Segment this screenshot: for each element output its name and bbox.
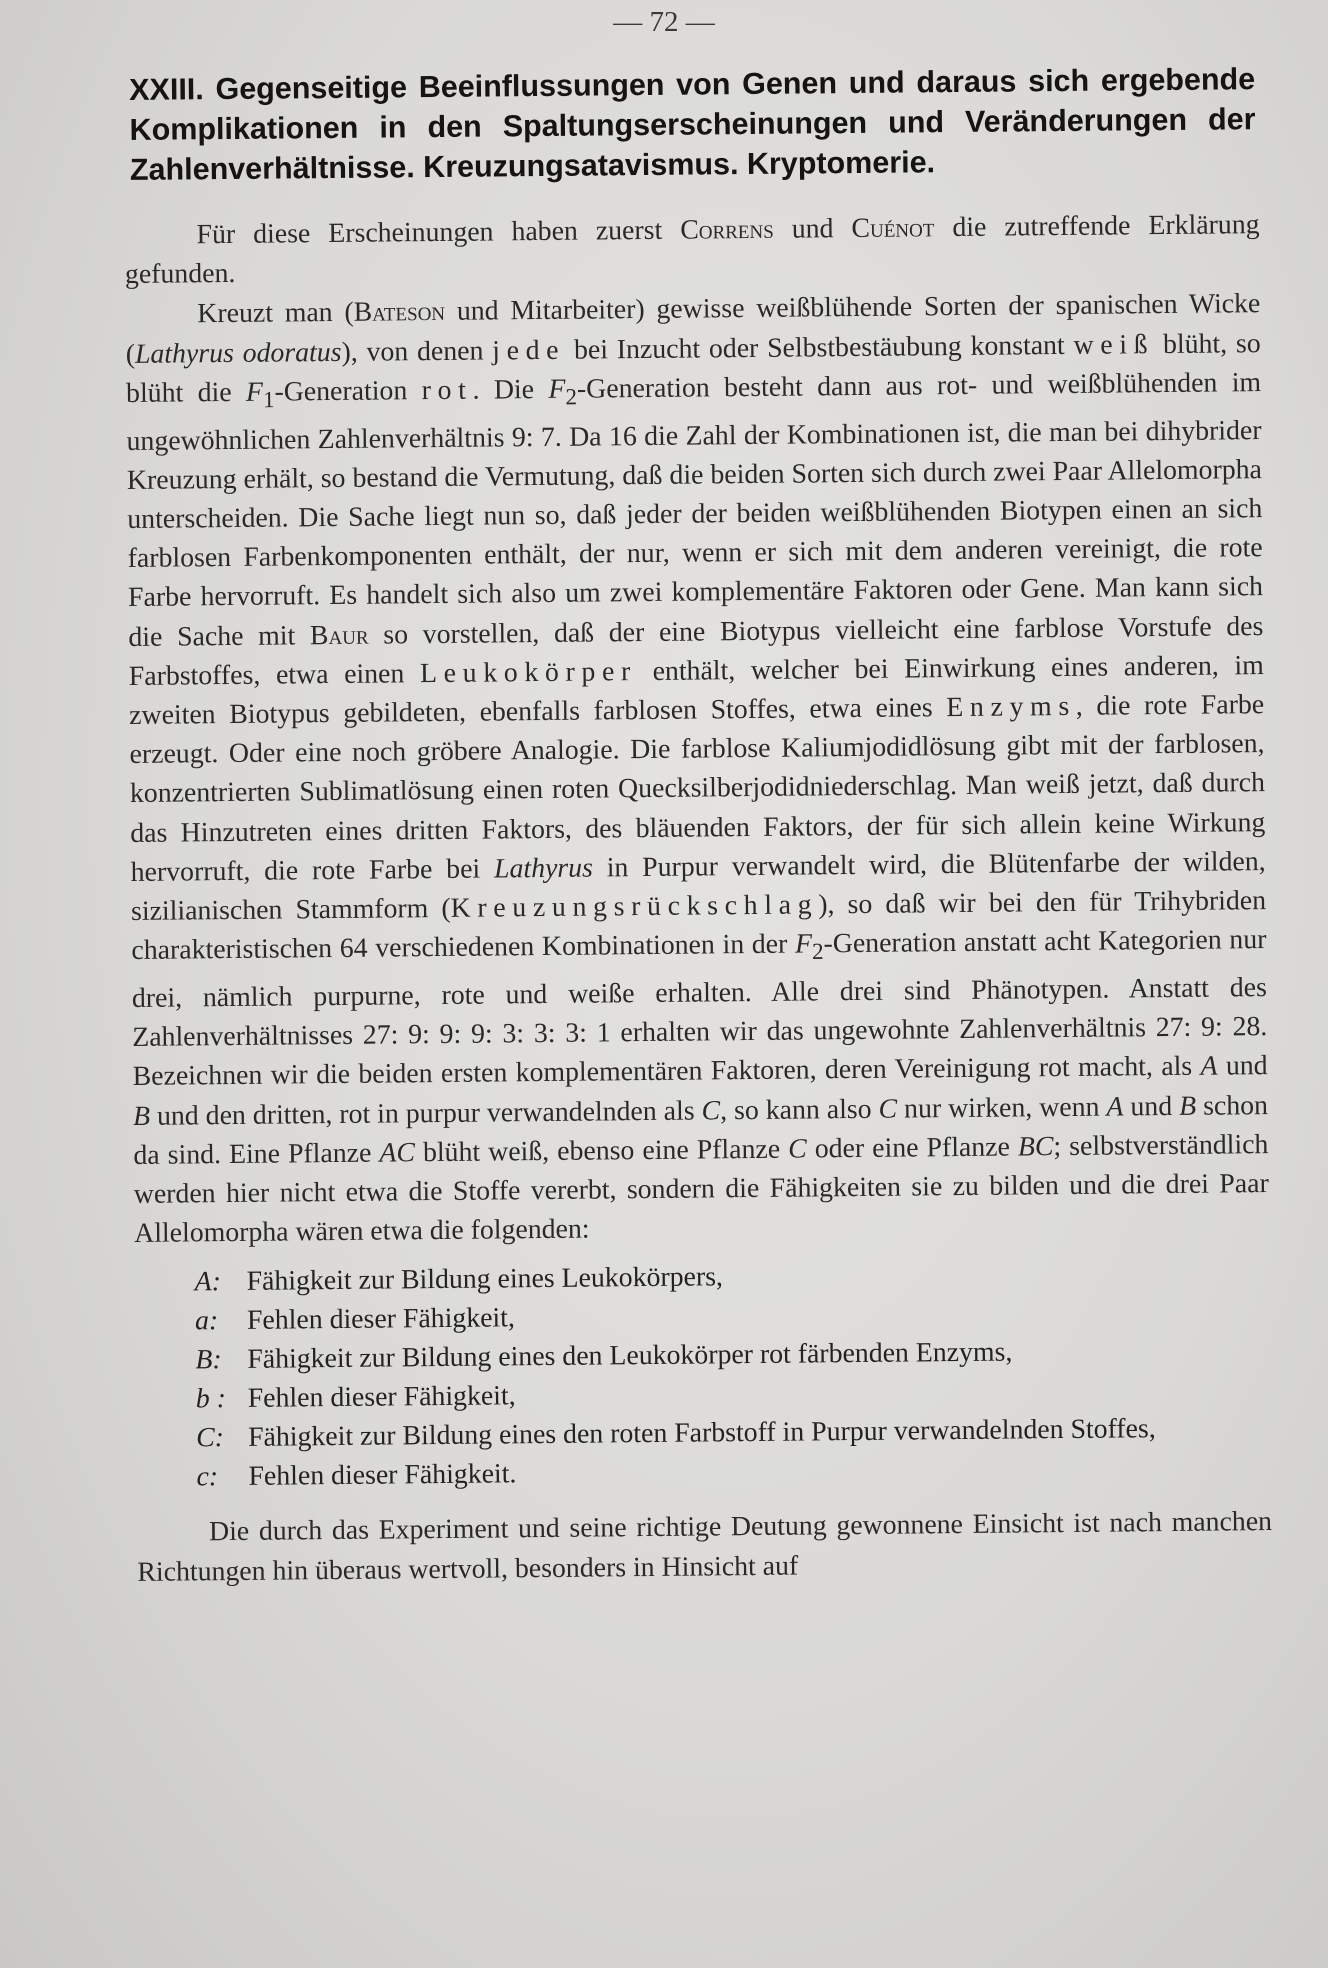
paragraph-2: Kreuzt man (Bateson und Mitarbeiter) gewisse weißblühende Sorten der spanischen Wicke (Lathyrus odoratus), von denen jede bei Inzucht oder Selbstbestäubung konstant weiß blüht, so blüht die $F_1$-Generation rot. Die $F_2$-Generation besteht dann aus rot- und weißblühenden im ungewöhnlichen Zahlenverhältnis 9: 7. Da 16 die Zahl der Kombinationen ist, die man bei dihybrider Kreuzung erhält, so bestand die Vermutung, daß die beiden Sorten sich durch zwei Paar Allelomorpha unterscheiden. Die Sache liegt nun so, daß jeder der beiden weißblühenden Biotypen einen an sich farblosen Farbenkomponenten enthält, der nur, wenn er sich mit dem anderen vereinigt, die rote Farbe hervorruft. Es handelt sich also um zwei komplementäre Faktoren oder Gene. Man kann sich die Sache mit Baur so vorstellen, daß der eine Biotypus vielleicht eine farblose Vorstufe des Farbstoffes, etwa einen Leukokörper enthält, welcher bei Einwirkung eines anderen, im zweiten Biotypus gebildeten, ebenfalls farblosen Stoffes, etwa eines Enzyms, die rote Farbe erzeugt. Oder eine noch gröbere Analogie. Die farblose Kaliumjodidlösung gibt mit der farblosen, konzentrierten Sublimatlösung einen roten Quecksilberjodidniederschlag. Man weiß jetzt, daß durch das Hinzutreten eines dritten Faktors, des bläuenden Faktors, der für sich allein keine Wirkung hervorruft, die rote Farbe bei Lathyrus in Purpur verwandelt wird, die Blütenfarbe der wilden, sizilianischen Stammform (Kreuzungsrückschlag), so daß wir bei den für Trihybriden charakteristischen 64 verschiedenen Kombinationen in der $F_2$-Generation anstatt acht Kategorien nur drei, nämlich purpurne, rote und weiße erhalten. Alle drei sind Phänotypen. Anstatt des Zahlenverhältnisses 27: 9: 9: 9: 3: 3: 3: 1 erhalten wir das ungewohnte Zahlenverhältnis 27: 9: 28. Bezeichnen wir die beiden ersten komplementären Faktoren, deren Vereinigung rot macht, als A und B und den dritten, rot in purpur verwandelnden als C, so kann also C nur wirken, wenn A und B schon da sind. Eine Pflanze AC blüht weiß, ebenso eine Pflanze C oder eine Pflanze BC; selbstverständlich werden hier nicht etwa die Stoffe vererbt, sondern die Fähigkeiten sie zu bilden und die drei Paar Allelomorpha wären etwa die folgenden: (125, 288, 1269, 1250)
factor-symbol: B (132, 1100, 151, 1132)
factor-symbol: B (1178, 1090, 1197, 1122)
factor-symbol: BC (1017, 1130, 1054, 1163)
emphasis-rot: rot (421, 374, 473, 406)
paragraph-3: Die durch das Experiment und seine richtige Deutung gewonnene Einsicht ist nach manchen Richtungen hin überaus wertvoll, besonders in Hinsicht auf (137, 1506, 1273, 1588)
definition-key: c: (196, 1461, 219, 1493)
definition-key: b : (195, 1383, 227, 1415)
author-name-bateson: Bateson (353, 296, 446, 329)
emphasis-jede: jede (492, 334, 566, 367)
definition-text: Fehlen dieser Fähigkeit. (248, 1458, 517, 1493)
generation-symbol: F (548, 373, 566, 405)
species-name: Lathyrus odoratus (134, 336, 342, 370)
factor-symbol: AC (379, 1137, 416, 1169)
definition-text: Fähigkeit zur Bildung eines Leukokörpers, (246, 1261, 724, 1298)
generation-subscript: 2 (811, 939, 824, 966)
emphasis-enzyms: Enzyms (946, 690, 1077, 724)
factor-symbol: C (878, 1093, 898, 1125)
factor-symbol: A (1106, 1091, 1124, 1123)
definition-text: Fähigkeit zur Bildung eines den Leukokörper rot färbenden Enzyms, (247, 1336, 1013, 1376)
emphasis-weiss: weiß (1073, 328, 1155, 361)
definition-text: Fehlen dieser Fähigkeit, (247, 1380, 516, 1415)
chapter-heading: XXIII. Gegenseitige Beeinflussungen von Genen und daraus sich ergebende Komplikationen in den Spaltungserscheinungen und Veränderungen der Zahlenverhältnisse. Kreuzungsatavismus. Kryptomerie. (129, 62, 1256, 187)
definition-text: Fehlen dieser Fähigkeit, (246, 1302, 516, 1337)
definition-key: C: (195, 1422, 225, 1454)
factor-symbol: C (788, 1133, 807, 1165)
definition-key: B: (195, 1344, 222, 1376)
definition-key: A: (194, 1266, 222, 1298)
generation-subscript: 1 (262, 386, 275, 414)
emphasis-kreuzungsrueckschlag: Kreuzungsrückschlag (450, 889, 819, 924)
factor-symbol: A (1200, 1050, 1218, 1083)
generation-symbol: F (794, 928, 813, 960)
generation-subscript: 2 (565, 384, 578, 411)
factor-symbol: C (701, 1094, 721, 1127)
generation-symbol: F (245, 376, 264, 408)
species-name: Lathyrus (493, 852, 594, 885)
emphasis-leukokoerper: Leukokörper (419, 655, 638, 689)
author-name-baur: Baur (309, 619, 369, 651)
page-number: — 72 — (613, 6, 715, 38)
page-content (123, 59, 1273, 1592)
definition-key: a: (194, 1305, 219, 1337)
allelomorph-definition-list (194, 1252, 1271, 1496)
paragraph-1: Für diese Erscheinungen haben zuerst Correns und Cuénot die zutreffende Erklärung gefunden. (124, 209, 1260, 291)
author-name-correns: Correns (680, 213, 774, 246)
definition-text: Fähigkeit zur Bildung eines den roten Farbstoff in Purpur verwandelnden Stoffes, (247, 1413, 1156, 1454)
author-name-cuenot: Cuénot (851, 212, 935, 245)
